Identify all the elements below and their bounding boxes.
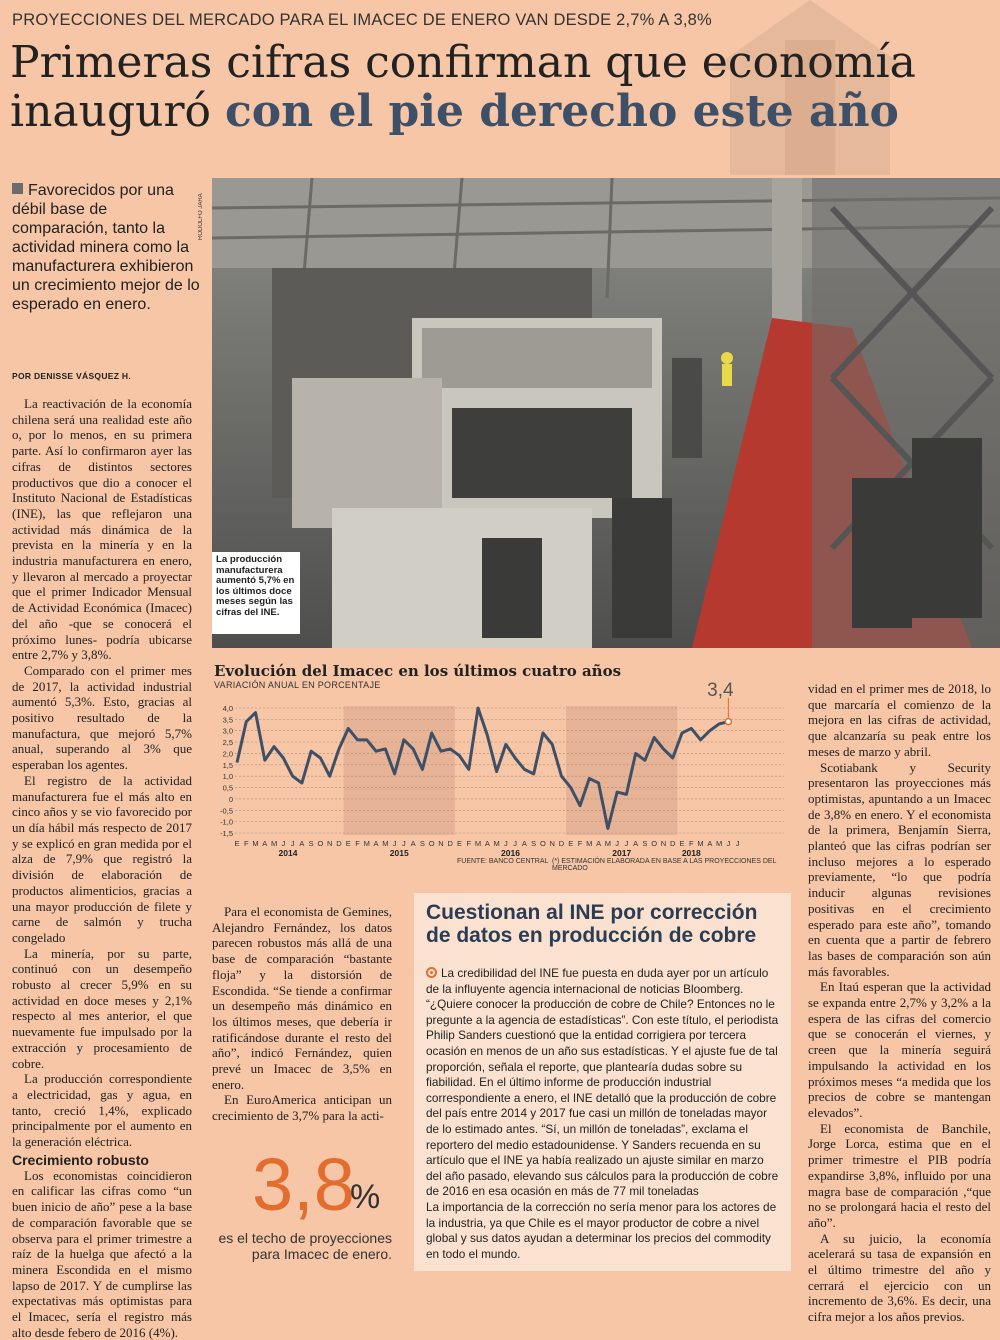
x-tick-label: F — [577, 839, 583, 848]
year-label: 2018 — [681, 848, 701, 858]
chart-subtitle: VARIACIÓN ANUAL EN PORCENTAJE — [214, 680, 381, 690]
x-tick-label: O — [317, 839, 324, 848]
x-tick-label: J — [726, 839, 731, 848]
x-tick-label: M — [363, 839, 370, 848]
paragraph: La importancia de la corrección no sería menor para los actores de la industria, ya que Chile es el mayor productor de cobre a nivel global y sus datos ayudan a determinar los precios del commodity en todo el mundo. — [426, 1199, 777, 1261]
chart-source: FUENTE: BANCO CENTRAL — [457, 858, 549, 865]
x-tick-label: O — [428, 839, 435, 848]
x-tick-label: F — [243, 839, 249, 848]
y-tick-label: -1,0 — [220, 817, 233, 827]
sidebar-box-title: Cuestionan al INE por corrección de datos en producción de cobre — [426, 901, 758, 947]
x-tick-label: M — [474, 839, 482, 848]
x-tick-label: E — [345, 839, 351, 848]
paragraph: La reactivación de la economía chilena será una realidad este año o, por lo menos, en su primera parte. Así lo confirmaron ayer las cifras de distintos sectores productivos que dio a conocer el Instituto Nacional de Estadísticas (INE), las que reflejaron una actividad más dinámica de la prevista en la minería y en la industria manufacturera en enero, y llevaron al mercado a proyectar que el primer Indicador Mensual de Actividad Económica (Imacec) del año -que se conocerá el próximo lunes- podría ubicarse entre 2,7% y 3,8%. — [12, 396, 192, 663]
x-tick-label: S — [419, 839, 425, 848]
column-3 — [808, 681, 991, 1325]
x-tick-label: J — [624, 839, 629, 848]
estimate-point — [725, 719, 731, 725]
x-tick-label: D — [447, 839, 453, 848]
x-tick-label: A — [410, 839, 416, 848]
photo-caption: La producción manufacturera aumentó 5,7% en los últimos doce meses según las cifras del INE. — [212, 552, 300, 634]
x-tick-label: A — [596, 839, 602, 848]
headline-accent: con el pie derecho este año — [225, 86, 899, 137]
x-tick-label: J — [290, 839, 295, 848]
year-label: 2017 — [612, 848, 632, 858]
x-tick-label: N — [660, 839, 667, 848]
headline — [10, 38, 970, 136]
x-tick-label: O — [651, 839, 658, 848]
pull-quote-number: 3,8 — [252, 1143, 355, 1226]
deck-text: Favorecidos por una débil base de comparación, tanto la actividad minera como la manufacturera exhibieron un crecimiento mejor de lo esperado en enero. — [12, 182, 200, 313]
chart-title: Evolución del Imacec en los últimos cuatro años — [214, 662, 622, 680]
x-tick-label: O — [540, 839, 546, 848]
photo-credit: RODOLFO JARA — [198, 193, 204, 240]
x-tick-label: J — [392, 839, 397, 848]
y-tick-label: 0,5 — [222, 783, 233, 793]
x-tick-label: E — [457, 839, 463, 848]
last-value-label: 3,4 — [707, 680, 734, 701]
column-1 — [12, 396, 192, 1340]
x-tick-label: E — [568, 839, 574, 848]
paragraph: Comparado con el primer mes de 2017, la actividad industrial aumentó 5,3%. Esto, gracias al positivo resultado de la manufactura, que mejoró 5,7% anual, superando al 3% que esperaban los agentes. — [12, 662, 192, 773]
y-tick-label: 4,0 — [222, 704, 233, 713]
x-tick-label: J — [281, 839, 286, 848]
paragraph: A su juicio, la economía acelerará su tasa de expansión en el último trimestre del año y cerrará el ejercicio con un incremento de 3,6%. Es decir, una cifra mejor a los años previos. — [808, 1230, 991, 1325]
year-band — [566, 706, 677, 835]
kicker: PROYECCIONES DEL MERCADO PARA EL IMACEC DE ENERO VAN DESDE 2,7% A 3,8% — [12, 11, 712, 29]
year-band — [344, 706, 455, 835]
sidebar-box-body — [426, 966, 782, 1262]
target-bullet-icon — [426, 967, 437, 978]
y-tick-label: 1,5 — [222, 760, 233, 770]
x-tick-label: D — [558, 839, 565, 848]
year-label: 2014 — [278, 848, 298, 858]
x-tick-label: M — [382, 839, 389, 848]
x-tick-label: M — [697, 839, 704, 848]
x-tick-label: M — [604, 839, 611, 848]
paragraph: La producción correspondiente a electricidad, gas y agua, en tanto, creció 1,4%, explicado principalmente por el aumento en la generación eléctrica. — [12, 1071, 192, 1150]
paragraph — [426, 966, 782, 1200]
x-tick-label: M — [493, 839, 500, 848]
y-tick-label: 3,5 — [222, 715, 233, 725]
x-tick-label: D — [336, 839, 342, 848]
square-bullet-icon — [12, 183, 23, 194]
pull-quote-percent: % — [350, 1178, 381, 1216]
x-tick-label: A — [633, 839, 639, 848]
y-tick-label: 2,5 — [222, 738, 233, 748]
x-tick-label: J — [402, 839, 406, 848]
y-tick-label: -0,5 — [220, 806, 233, 816]
chart-note: (*) ESTIMACIÓN ELABORADA EN BASE A LAS PROYECCIONES DEL MERCADO — [552, 858, 777, 872]
pull-quote-text: es el techo de proyecciones para Imacec de enero. — [218, 1230, 392, 1262]
x-tick-label: S — [531, 839, 537, 848]
x-tick-label: F — [466, 839, 472, 848]
x-tick-label: A — [707, 839, 713, 848]
x-tick-label: M — [252, 839, 259, 848]
y-tick-label: -1,5 — [220, 829, 233, 838]
paragraph: vidad en el primer mes de 2018, lo que marcaría el comienzo de la mejora en las cifras de actividad, que alcanzaría su peak entre los meses de marzo y abril. — [808, 681, 991, 759]
chart-svg — [212, 662, 802, 877]
x-tick-label: N — [438, 839, 444, 848]
x-tick-label: D — [670, 839, 676, 848]
imacec-chart — [212, 662, 802, 877]
headline-part1: Primeras cifras confirman que economía inauguró — [10, 37, 916, 137]
x-tick-label: S — [642, 839, 648, 848]
x-tick-label: S — [308, 839, 314, 848]
paragraph-text: La credibilidad del INE fue puesta en duda ayer por un artículo de la influyente agencia internacional de noticias Bloomberg. “¿Quiere conocer la producción de cobre de Chile? Entonces no le pregunte a la agencia de estadísticas”. Con este título, el periodista Philip Sanders cuestionó que la entidad corrigiera por tercera ocasión en menos de un año sus estadísticas. Y el ajuste fue de tal proporción, señala el reporte, que plantearía dudas sobre su fiabilidad. En el último informe de producción industrial correspondiente a enero, el INE detalló que la producción de cobre del país entre 2014 y 2017 fue casi un millón de toneladas mayor de lo estimado antes. “Sí, un millón de toneladas”, exclama el reportero del medio estadounidense. Y Sanders recuenda en su artículo que el INE ya había realizado un ajuste similar en marzo del año pasado, elevando sus cálculos para la producción de cobre de 2016 en esa ocasión en más de 77 mil toneladas — [426, 966, 779, 1199]
year-label: 2016 — [501, 848, 520, 858]
x-tick-label: A — [299, 839, 305, 848]
x-tick-label: A — [373, 839, 379, 848]
factory-illustration — [212, 178, 1000, 648]
factory-photo — [212, 178, 1000, 648]
paragraph: Los economistas coincidieron en calificar las cifras como “un buen inicio de año” pese a la base de comparación favorable que se observa para el primer trimestre a raíz de la huelga que afectó a la minera Escondida en el mismo lapso de 2017. Y de cumplirse las expectativas más optimistas para el Imacec, sería el registro más alto desde febero de 2016 (4%). — [12, 1167, 192, 1340]
x-tick-label: M — [715, 839, 723, 848]
x-tick-label: F — [688, 839, 694, 848]
paragraph: En EuroAmerica anticipan un crecimiento de 3,7% para la acti- — [212, 1092, 392, 1124]
x-tick-label: A — [262, 839, 268, 848]
x-tick-label: A — [521, 839, 527, 848]
x-tick-label: J — [615, 839, 619, 848]
deck — [12, 181, 202, 314]
y-tick-label: 1,0 — [222, 772, 233, 782]
paragraph: Para el economista de Gemines, Alejandro Fernández, los datos parecen robustos más allá de una base de comparación “bastante floja” y la distorsión de Escondida. “Se tiende a confirmar un desempeño más dinámico en los últimos meses, que debería ir ratificándose durante el resto del año”, indicó Fernández, quien prevé un Imacec de 3,5% en enero. — [212, 904, 392, 1092]
y-tick-label: 0 — [228, 794, 233, 804]
x-tick-label: J — [503, 839, 508, 848]
column-2 — [212, 904, 392, 1124]
paragraph: El registro de la actividad manufacturera fue el más alto en cinco años y se vio favorecido por un día hábil más respecto de 2017 y se explicó en gran medida por el alza de 7,9% que registró la división de elaboración de productos alimenticios, gracias a una mayor producción de filete y carne de salmón y trucha congelado — [12, 772, 192, 945]
x-tick-label: M — [586, 839, 593, 848]
paragraph: Scotiabank y Security presentaron las proyecciones más optimistas, apuntando a un Imacec de 3,8% en enero. Y el economista de la primera, Benjamín Sierra, planteó que las cifras podrían ser incluso mejores a lo esperado previamente, “lo que podría inducir algunas revisiones positivas en el crecimiento esperado para este año”, tomando en cuenta que a partir de febrero las bases de comparación son aún más favorables. — [808, 759, 991, 979]
x-tick-label: N — [327, 839, 333, 848]
year-label: 2015 — [389, 848, 409, 858]
y-tick-label: 2,0 — [222, 749, 233, 759]
y-tick-label: 3,0 — [222, 726, 233, 736]
byline: POR DENISSE VÁSQUEZ H. — [12, 371, 132, 381]
x-tick-label: E — [234, 839, 240, 848]
x-tick-label: A — [484, 839, 490, 848]
x-tick-label: E — [679, 839, 685, 848]
paragraph: La minería, por su parte, continuó con un desempeño robusto al crecer 5,9% en su actividad en doce meses y 2,1% respecto al mes anterior, el que nuevamente fue impulsado por la extracción y procesamiento de cobre. — [12, 945, 192, 1071]
x-tick-label: N — [549, 839, 555, 848]
x-tick-label: F — [355, 839, 360, 848]
x-tick-label: M — [270, 839, 278, 848]
x-tick-label: J — [735, 839, 740, 848]
paragraph: En Itaú esperan que la actividad se expanda entre 2,7% y 3,2% a la espera de las cifras del comercio que se conocerán el viernes, y creen que la minería seguirá impulsando la actividad en los próximos meses “a medida que los precios de cobre se mantengan elevados”. — [808, 979, 991, 1120]
pull-quote — [212, 1145, 392, 1285]
sidebar-box — [414, 893, 791, 1271]
paragraph: El economista de Banchile, Jorge Lorca, estima que en el primer trimestre el PIB podría expandirse 3,8%, influido por una magra base de comparación ,“que no se prolongará hacia el resto del año”. — [808, 1120, 991, 1230]
subhead: Crecimiento robusto — [12, 1151, 149, 1168]
x-tick-label: J — [513, 839, 518, 848]
